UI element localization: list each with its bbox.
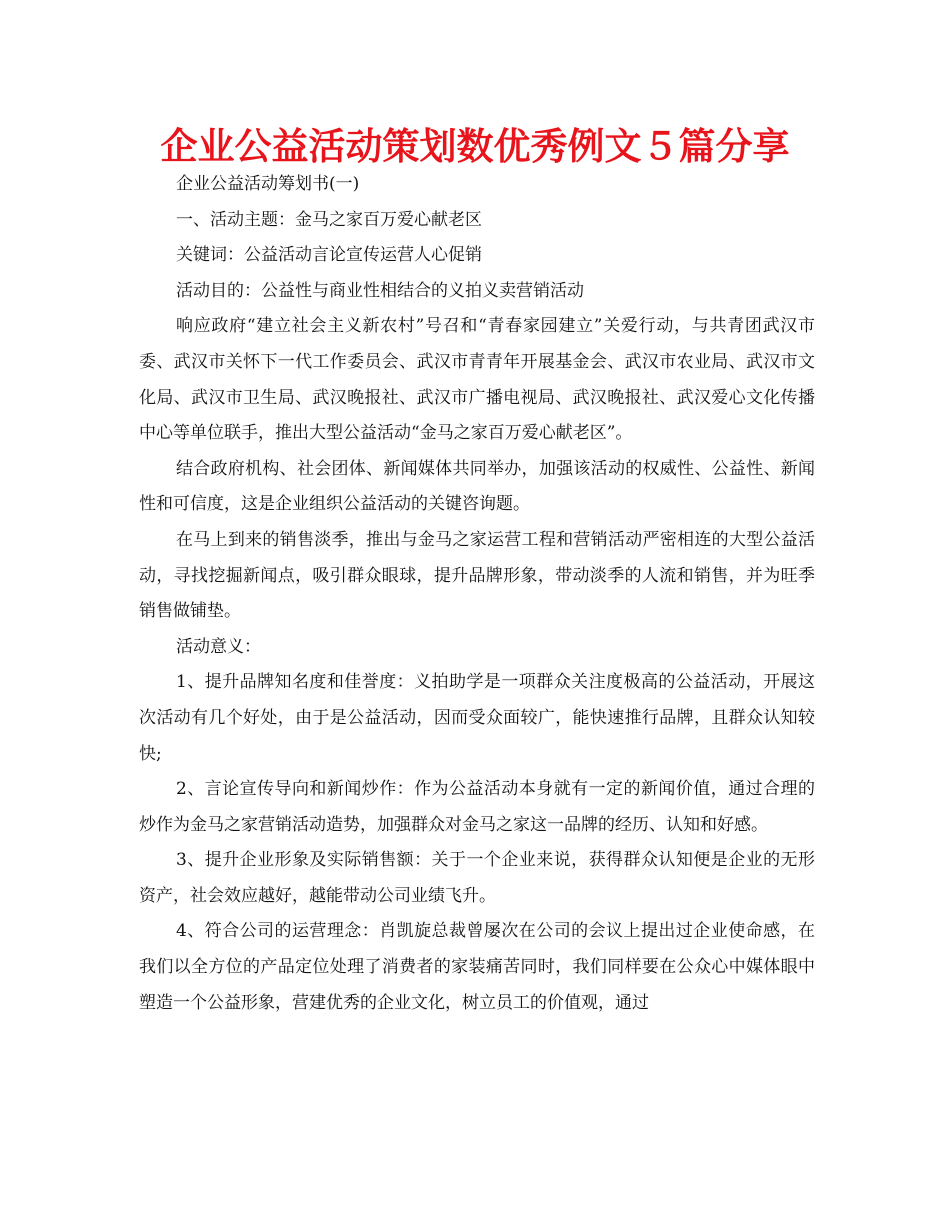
paragraph: 4、符合公司的运营理念：肖凯旋总裁曾屡次在公司的会议上提出过企业使命感，在我们以全方位的产品定位处理了消费者的家装痛苦同时，我们同样要在公众心中媒体眼中塑造一个公益形象，营建优秀的企业文化，树立员工的价值观，通过 [139,921,815,1013]
paragraph: 3、提升企业形象及实际销售额：关于一个企业来说，获得群众认知便是企业的无形资产，社会效应越好，越能带动公司业绩飞升。 [139,850,815,906]
document-title: 企业公益活动策划数优秀例文５篇分享 [160,125,790,168]
document-body [139,167,815,1021]
paragraph: 结合政府机构、社会团体、新闻媒体共同举办，加强该活动的权威性、公益性、新闻性和可信度，这是企业组织公益活动的关键咨询题。 [139,458,815,515]
paragraph: 企业公益活动筹划书(一) [176,174,360,194]
paragraph: 一、活动主题：金马之家百万爱心献老区 [176,209,482,230]
paragraph: 1、提升品牌知名度和佳誉度：义拍助学是一项群众关注度极高的公益活动，开展这次活动有几个好处，由于是公益活动，因而受众面较广，能快速推行品牌，且群众认知较快; [139,672,815,764]
paragraph: 关键词：公益活动言论宣传运营人心促销 [176,245,482,266]
paragraph: 活动目的：公益性与商业性相结合的义拍义卖营销活动 [176,280,584,301]
paragraph: 在马上到来的销售淡季，推出与金马之家运营工程和营销活动严密相连的大型公益活动，寻找挖掘新闻点，吸引群众眼球，提升品牌形象，带动淡季的人流和销售，并为旺季销售做铺垫。 [139,529,815,622]
paragraph: 活动意义： [176,636,261,657]
paragraph: 2、言论宣传导向和新闻炒作：作为公益活动本身就有一定的新闻价值，通过合理的炒作为金马之家营销活动造势，加强群众对金马之家这一品牌的经历、认知和好感。 [139,779,815,835]
paragraph: 响应政府“建立社会主义新农村”号召和“青春家园建立”关爱行动，与共青团武汉市委、武汉市关怀下一代工作委员会、武汉市青青年开展基金会、武汉市农业局、武汉市文化局、武汉市卫生局、武汉晚报社、武汉市广播电视局、武汉晚报社、武汉爱心文化传播中心等单位联手，推出大型公益活动“金马之家百万爱心献老区”。 [139,316,815,444]
